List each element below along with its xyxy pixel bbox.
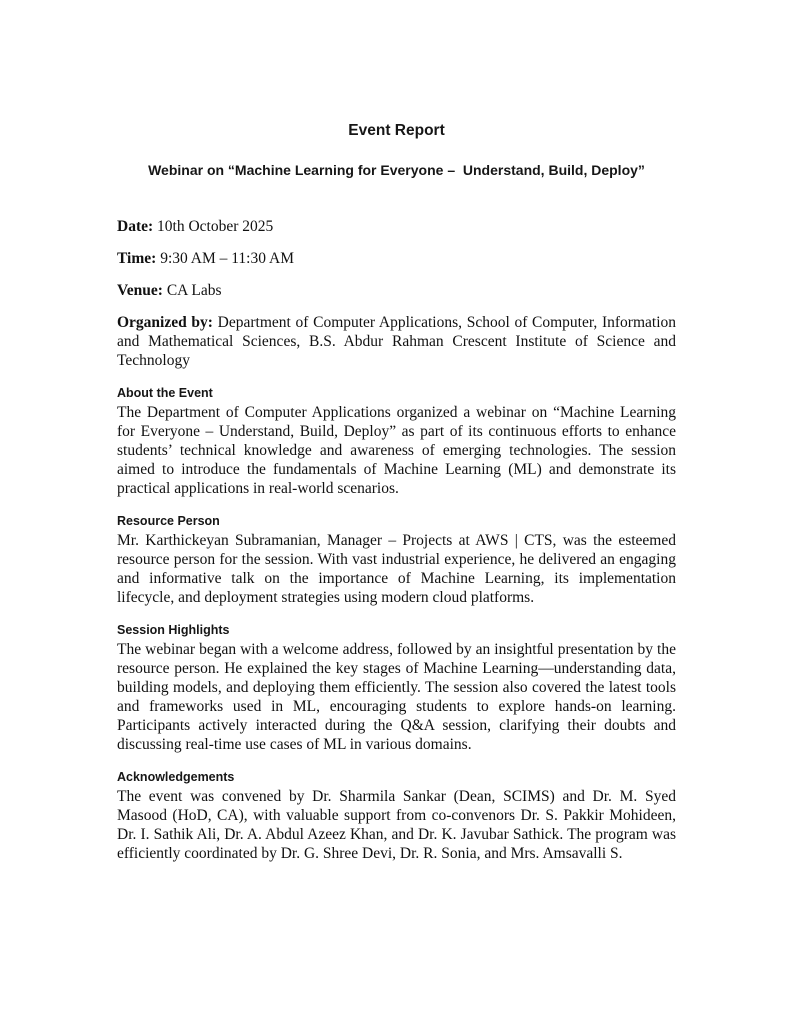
meta-organized-by-value: Department of Computer Applications, School of Computer, Information and Mathematical Sciences, B.S. Abdur Rahman Crescent Institute of Science and Technology — [117, 314, 677, 369]
section-heading-resource-person: Resource Person — [117, 514, 220, 528]
section-body-resource-person: Mr. Karthickeyan Subramanian, Manager – Projects at AWS | CTS, was the esteemed resource person for the session. With vast industrial experience, he delivered an engaging and informative talk on the importance of Machine Learning, its implementation lifecycle, and deployment strategies using modern cloud platforms. — [117, 532, 676, 606]
section-heading-about-the-event: About the Event — [117, 386, 213, 400]
meta-venue-label: Venue: — [117, 282, 163, 299]
section-session-highlights — [117, 622, 676, 754]
meta-organized-by — [117, 313, 676, 370]
meta-date — [117, 217, 676, 236]
meta-venue-value: CA Labs — [166, 282, 222, 299]
section-heading-session-highlights: Session Highlights — [117, 623, 230, 637]
meta-time-value: 9:30 AM – 11:30 AM — [160, 250, 294, 267]
meta-date-label: Date: — [117, 218, 154, 235]
section-about-the-event — [117, 385, 676, 498]
report-subtitle: Webinar on “Machine Learning for Everyone – Understand, Build, Deploy” — [148, 162, 645, 178]
meta-time — [117, 249, 676, 268]
section-resource-person — [117, 513, 676, 607]
section-acknowledgements — [117, 769, 676, 863]
meta-time-label: Time: — [117, 250, 157, 267]
section-heading-acknowledgements: Acknowledgements — [117, 770, 235, 784]
meta-organized-by-label: Organized by: — [117, 314, 213, 331]
section-body-acknowledgements: The event was convened by Dr. Sharmila Sankar (Dean, SCIMS) and Dr. M. Syed Masood (HoD, CA), with valuable support from co-convenors Dr. S. Pakkir Mohideen, Dr. I. Sathik Ali, Dr. A. Abdul Azeez Khan, and Dr. K. Javubar Sathick. The program was efficiently coordinated by Dr. G. Shree Devi, Dr. R. Sonia, and Mrs. Amsavalli S. — [117, 788, 676, 862]
meta-venue — [117, 281, 676, 300]
section-body-about-the-event: The Department of Computer Applications organized a webinar on “Machine Learning for Everyone – Understand, Build, Deploy” as part of its continuous efforts to enhance students’ technical knowledge and awareness of emerging technologies. The session aimed to introduce the fundamentals of Machine Learning (ML) and demonstrate its practical applications in real-world scenarios. — [117, 404, 676, 497]
section-body-session-highlights: The webinar began with a welcome address, followed by an insightful presentation by the resource person. He explained the key stages of Machine Learning—understanding data, building models, and deploying them efficiently. The session also covered the latest tools and frameworks used in ML, encouraging students to explore hands-on learning. Participants actively interacted during the Q&A session, clarifying their doubts and discussing real-time use cases of ML in various domains. — [117, 641, 676, 753]
meta-date-value: 10th October 2025 — [157, 218, 274, 235]
report-title: Event Report — [348, 122, 445, 139]
